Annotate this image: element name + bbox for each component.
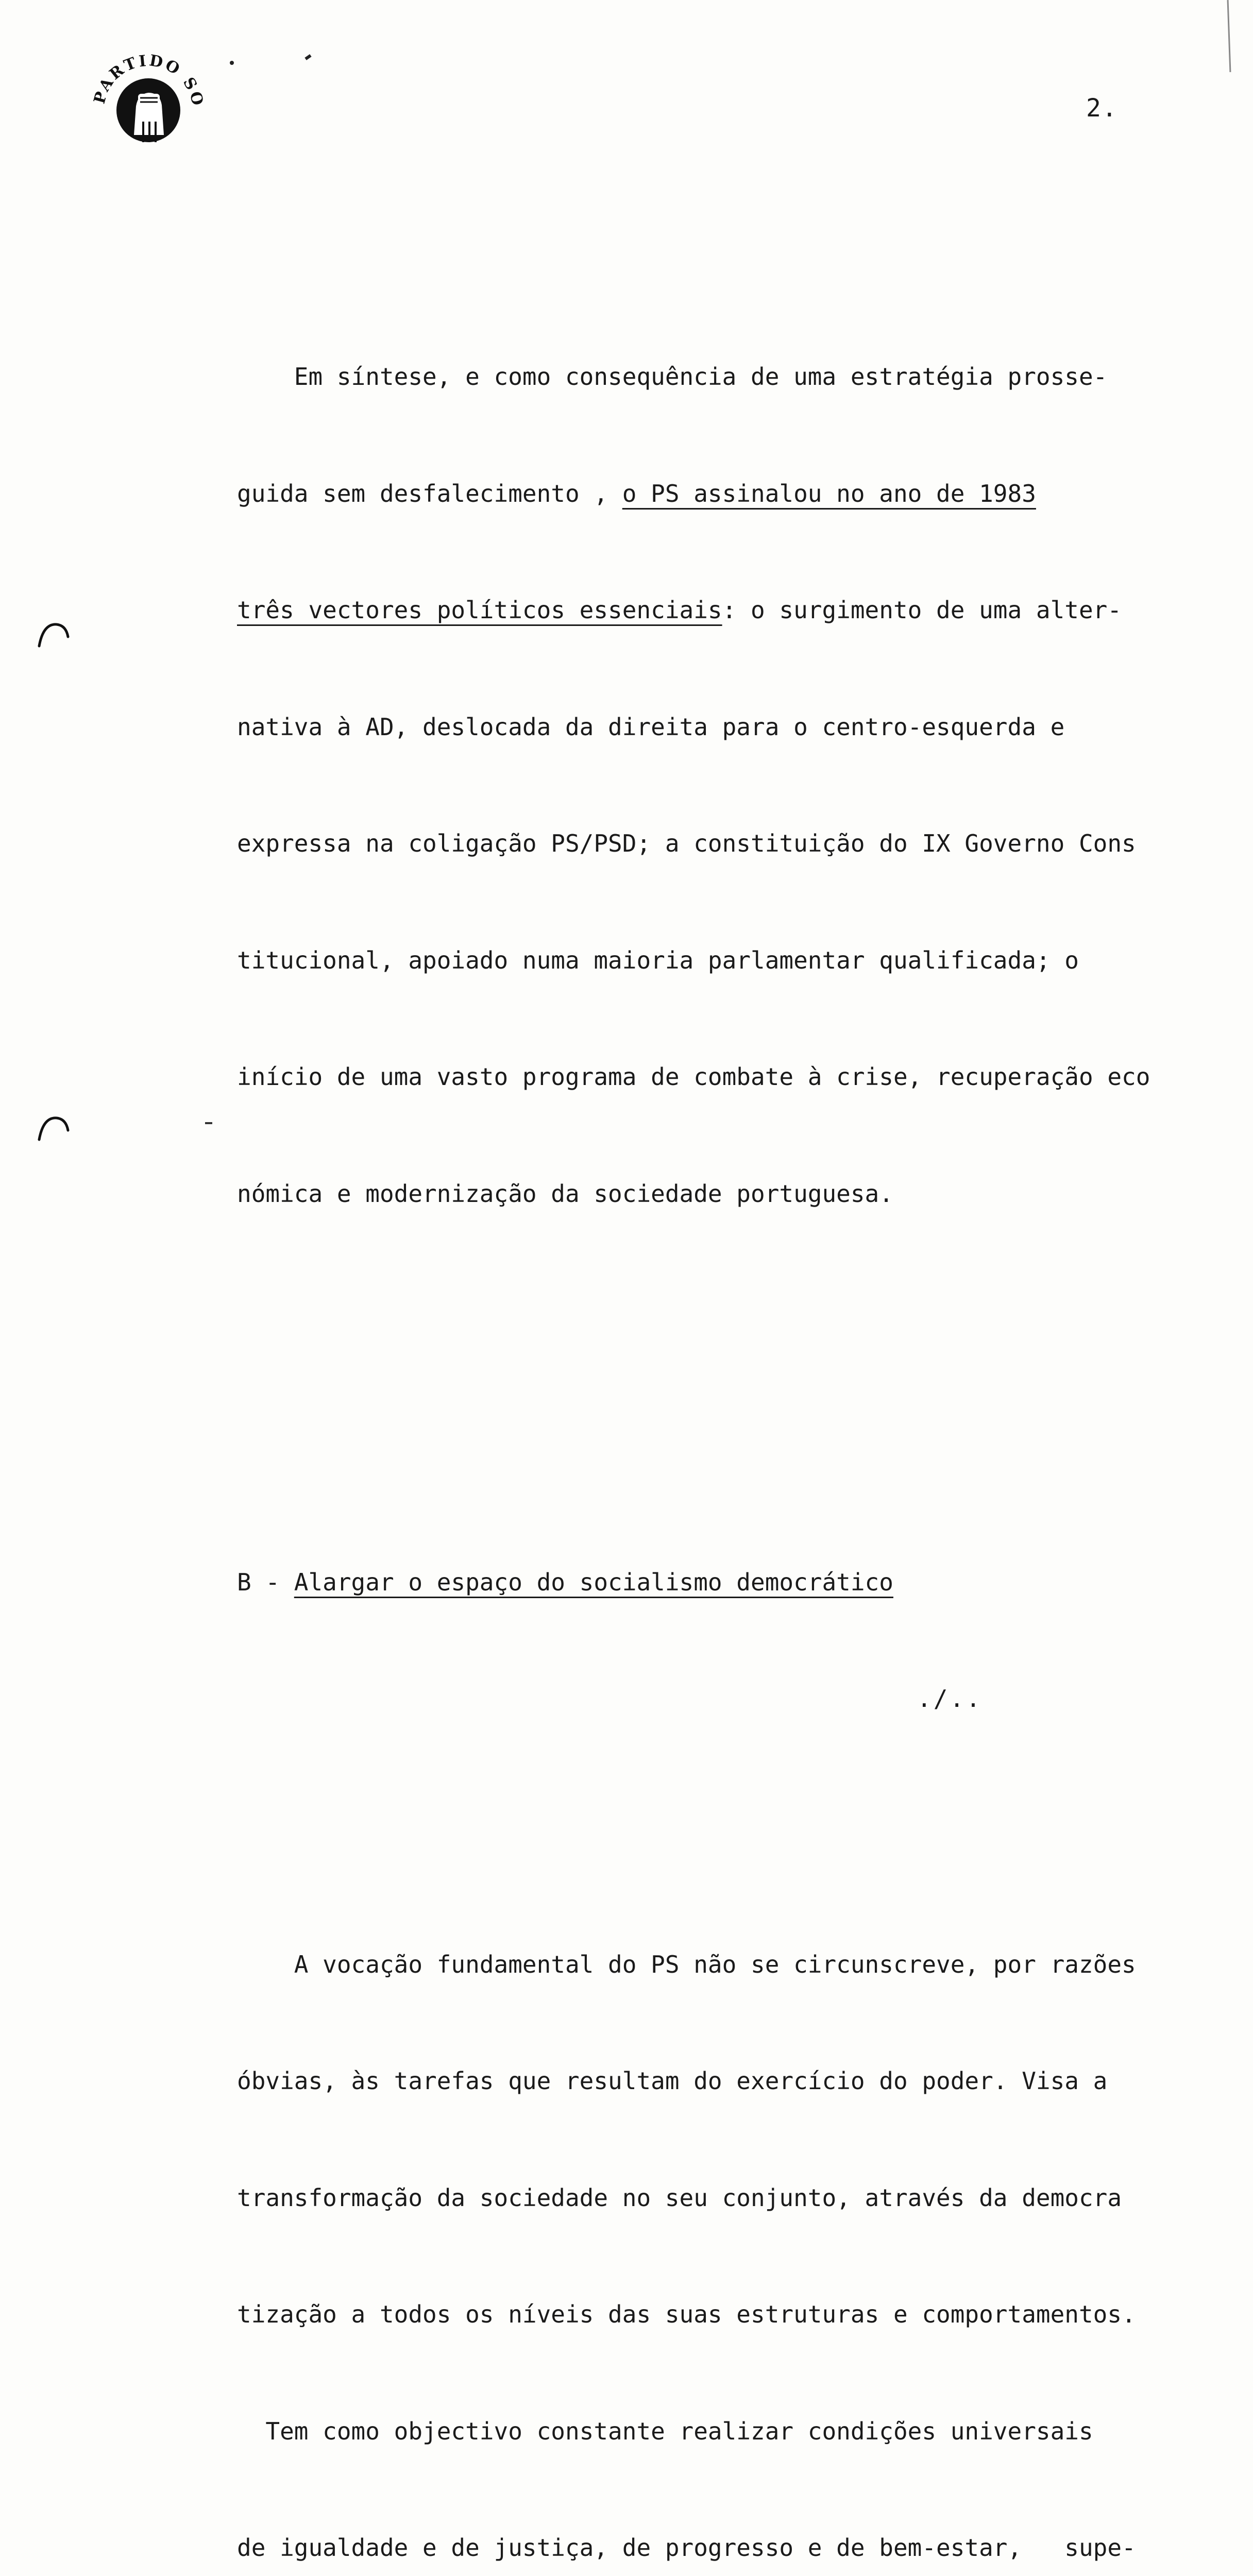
text-line: nativa à AD, deslocada da direita para o centro-esquerda e <box>237 708 1206 747</box>
party-logo <box>87 44 210 168</box>
paragraph-vocation <box>237 1868 1206 2576</box>
text-line: expressa na coligação PS/PSD; a constituição do IX Governo Cons <box>237 824 1206 863</box>
underlined-text: o PS assinalou no ano de 1983 <box>622 480 1036 507</box>
ink-mark <box>304 54 311 60</box>
document-body <box>237 202 1206 2576</box>
section-prefix: B - <box>237 1568 294 1596</box>
paragraph-synthesis <box>237 280 1206 1291</box>
text-line: titucional, apoiado numa maioria parlamentar qualificada; o <box>237 941 1206 980</box>
raised-fist-icon <box>87 44 210 168</box>
section-heading <box>237 1563 1206 1602</box>
section-title: Alargar o espaço do socialismo democrático <box>294 1568 893 1596</box>
margin-mark-icon <box>36 1113 72 1144</box>
text-line: início de uma vasto programa de combate à crise, recuperação eco <box>237 1058 1206 1097</box>
margin-mark-icon <box>36 619 72 650</box>
text-line: óbvias, às tarefas que resultam do exercício do poder. Visa a <box>237 2062 1206 2101</box>
text-line: tização a todos os níveis das suas estruturas e comportamentos. <box>237 2295 1206 2334</box>
text-line: nómica e modernização da sociedade portuguesa. <box>237 1175 1206 1214</box>
text-line: de igualdade e de justiça, de progresso e de bem-estar, supe- <box>237 2529 1206 2568</box>
underlined-text: três vectores políticos essenciais <box>237 596 722 624</box>
text-line: Em síntese, e como consequência de uma estratégia prosse- <box>237 358 1206 397</box>
text-line: guida sem desfalecimento , o PS assinalou no ano de 1983 <box>237 474 1206 514</box>
ink-dot <box>230 61 234 65</box>
text-line: Tem como objectivo constante realizar condições universais <box>237 2412 1206 2451</box>
svg-text:PARTIDO SOCIALISTA: PARTIDO SO <box>87 44 207 109</box>
text-line: A vocação fundamental do PS não se circunscreve, por razões <box>237 1945 1206 1985</box>
text-line: transformação da sociedade no seu conjunto, através da democra <box>237 2179 1206 2218</box>
edge-line <box>1227 0 1231 72</box>
continuation-mark: ./.. <box>917 1685 983 1713</box>
margin-dash <box>205 1122 212 1124</box>
text-line: três vectores políticos essenciais: o surgimento de uma alter- <box>237 591 1206 630</box>
page-number: 2. <box>1086 94 1118 123</box>
